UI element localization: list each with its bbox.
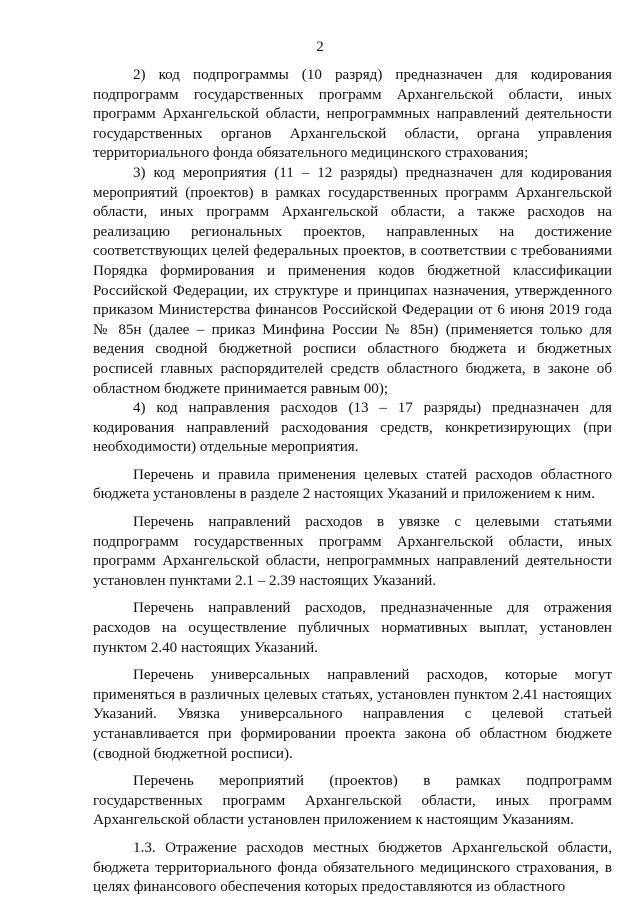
paragraph-activities-list: Перечень мероприятий (проектов) в рамках подпрограмм государственных программ Архангельской области, иных программ Архангельской области установлен приложением к настоящим Указаниям. (93, 773, 612, 829)
paragraph-activity-code: 3) код мероприятия (11 – 12 разряды) предназначен для кодирования мероприятий (проектов) в рамках государственных программ Архангельской области, иных программ Архангельской области, а также расходов на реализацию региональных проектов, направленных на достижение соответствующих целей федеральных проектов, в соответствии с требованиями Порядка формирования и применения кодов бюджетной классификации Российской Федерации, их структуре и принципах назначения, утвержденного приказом Министерства финансов Российской Федерации от 6 июня 2019 года № 85н (далее – приказ Минфина России № 85н) (применяется только для ведения сводной бюджетной росписи областного бюджета и бюджетных росписей главных распорядителей средств областного бюджета, в законе об областном бюджете принимается равным 00); (93, 164, 612, 397)
paragraph-subprogram-code: 2) код подпрограммы (10 разряд) предназначен для кодирования подпрограмм государственных программ Архангельской области, иных программ Архангельской области, непрограммных направлений деятельности государственных органов Архангельской области, органа управления территориального фонда обязательного медицинского страхования; (93, 67, 612, 162)
page-number: 2 (316, 39, 324, 55)
paragraph-public-payments: Перечень направлений расходов, предназначенные для отражения расходов на осуществление публичных нормативных выплат, установлен пунктом 2.40 настоящих Указаний. (93, 600, 612, 656)
document-body (93, 66, 612, 898)
paragraph-expense-direction-code: 4) код направления расходов (13 – 17 разряды) предназначен для кодирования направлений расходования средств, конкретизирующих (при необходимости) отдельные мероприятия. (93, 400, 612, 456)
paragraph-universal-directions: Перечень универсальных направлений расходов, которые могут применяться в различных целевых статьях, установлен пунктом 2.41 настоящих Указаний. Увязка универсального направления с целевой статьей устанавливается при формировании проекта закона об областном бюджете (сводной бюджетной росписи). (93, 667, 612, 762)
paragraph-target-articles-list: Перечень и правила применения целевых статей расходов областного бюджета установлены в разделе 2 настоящих Указаний и приложением к ним. (93, 466, 612, 503)
paragraph-section-1-3: 1.3. Отражение расходов местных бюджетов Архангельской области, бюджета территориального фонда обязательного медицинского страхования, в целях финансового обеспечения которых предоставляются из областного (93, 839, 612, 896)
paragraph-directions-list: Перечень направлений расходов в увязке с целевыми статьями подпрограмм государственных программ Архангельской области, иных программ Архангельской области, непрограммных направлений деятельности установлен пунктами 2.1 – 2.39 настоящих Указаний. (93, 514, 612, 589)
